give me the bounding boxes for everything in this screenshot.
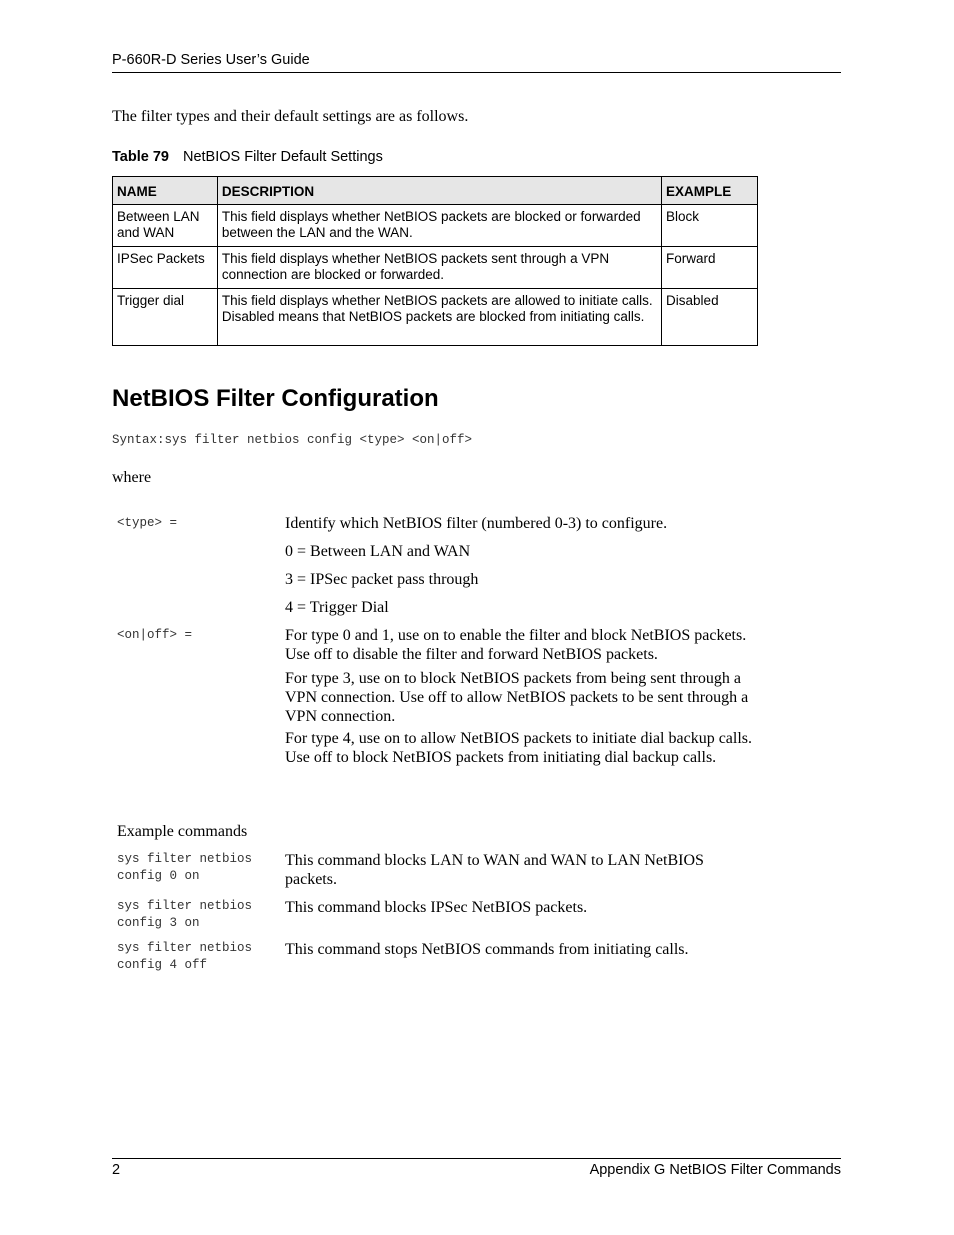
type-term: <type> = <box>117 516 178 530</box>
syntax-line: Syntax:sys filter netbios config <type> <on|off> <box>112 433 473 447</box>
onoff-paragraph: For type 0 and 1, use on to enable the filter and block NetBIOS packets. Use off to disable the filter and forward NetBIOS packets. <box>285 627 747 663</box>
onoff-paragraph: For type 4, use on to allow NetBIOS packets to initiate dial backup calls. Use off to block NetBIOS packets from initiating dial backup calls. <box>285 730 753 766</box>
example-command-line: config 4 off <box>117 958 208 972</box>
table-row <box>113 247 758 289</box>
examples-heading: Example commands <box>117 823 248 840</box>
section-title: NetBIOS Filter Configuration <box>112 385 439 412</box>
column-header-example: EXAMPLE <box>662 177 758 205</box>
netbios-default-settings-table <box>112 176 758 346</box>
type-line: 3 = IPSec packet pass through <box>285 571 479 588</box>
table-row <box>113 289 758 346</box>
cell-description: This field displays whether NetBIOS packets are allowed to initiate calls. Disabled means that NetBIOS packets are blocked from initiating calls. <box>217 289 661 346</box>
table-caption <box>112 149 383 165</box>
intro-text: The filter types and their default settings are as follows. <box>112 108 469 125</box>
example-command-line: sys filter netbios <box>117 941 253 955</box>
example-description: This command blocks IPSec NetBIOS packets. <box>285 899 588 916</box>
table-caption-label: Table 79 <box>112 149 169 165</box>
example-command-line: sys filter netbios <box>117 852 253 866</box>
cell-example: Block <box>662 205 758 247</box>
page-number: 2 <box>112 1162 121 1178</box>
cell-name: Trigger dial <box>113 289 218 346</box>
column-header-description: DESCRIPTION <box>217 177 661 205</box>
type-line: 0 = Between LAN and WAN <box>285 543 471 560</box>
table-row <box>113 205 758 247</box>
page-header <box>112 52 841 73</box>
example-command-line: sys filter netbios <box>117 899 253 913</box>
header-title: P-660R-D Series User’s Guide <box>112 52 310 68</box>
cell-example: Disabled <box>662 289 758 346</box>
footer-rule <box>112 1158 841 1159</box>
onoff-paragraph: For type 3, use on to block NetBIOS packets from being sent through a VPN connection. Use off to allow NetBIOS packets to be sent through a VPN connection. <box>285 670 749 725</box>
onoff-term: <on|off> = <box>117 628 193 642</box>
example-description: This command blocks LAN to WAN and WAN to LAN NetBIOS packets. <box>285 852 704 888</box>
example-command-line: config 3 on <box>117 916 200 930</box>
type-line: 4 = Trigger Dial <box>285 599 389 616</box>
example-command <box>117 940 277 974</box>
cell-example: Forward <box>662 247 758 289</box>
cell-name: Between LAN and WAN <box>113 205 218 247</box>
example-command <box>117 898 277 932</box>
type-line: Identify which NetBIOS filter (numbered 0-3) to configure. <box>285 515 668 532</box>
example-command-line: config 0 on <box>117 869 200 883</box>
example-command <box>117 851 277 885</box>
table-caption-text: NetBIOS Filter Default Settings <box>182 149 383 165</box>
where-label: where <box>112 469 152 486</box>
example-description: This command stops NetBIOS commands from initiating calls. <box>285 941 689 958</box>
footer-chapter: Appendix G NetBIOS Filter Commands <box>589 1162 841 1178</box>
cell-name: IPSec Packets <box>113 247 218 289</box>
column-header-name: NAME <box>113 177 218 205</box>
table-header-row <box>113 177 758 205</box>
cell-description: This field displays whether NetBIOS packets sent through a VPN connection are blocked or forwarded. <box>217 247 661 289</box>
cell-description: This field displays whether NetBIOS packets are blocked or forwarded between the LAN and the WAN. <box>217 205 661 247</box>
